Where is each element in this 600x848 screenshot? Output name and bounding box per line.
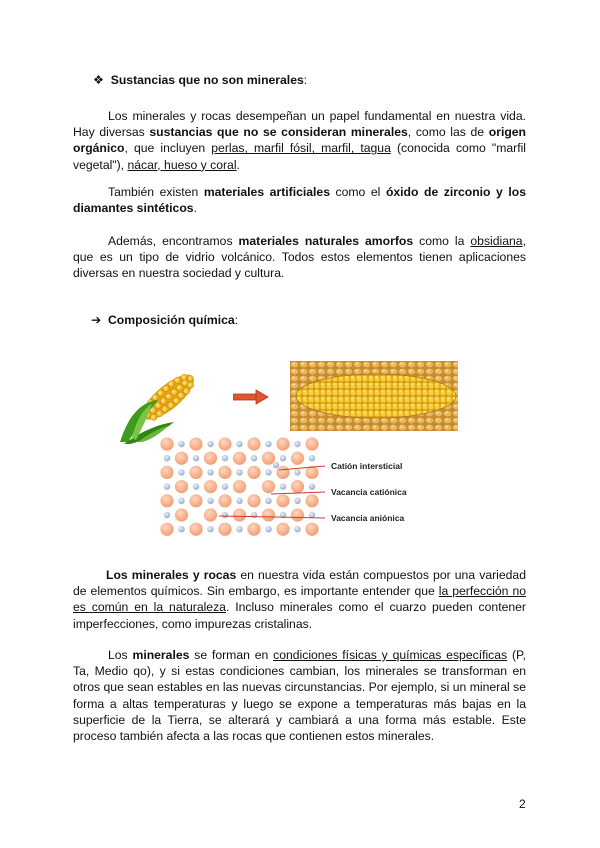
anion-sphere (160, 466, 173, 479)
anion-sphere (233, 480, 246, 493)
cation-sphere (178, 441, 184, 447)
cation-sphere (251, 455, 257, 461)
anion-sphere (305, 494, 318, 507)
cation-sphere (207, 498, 213, 504)
cation-sphere (294, 526, 300, 532)
cation-sphere (236, 498, 242, 504)
corn-kernels-photo (290, 361, 458, 431)
anion-sphere (175, 452, 188, 465)
anion-sphere (189, 523, 202, 536)
cation-sphere (265, 526, 271, 532)
cation-sphere (164, 483, 170, 489)
section-heading-sustancias: ❖ Sustancias que no son minerales: (93, 73, 308, 87)
paragraph-formation: Los minerales se forman en condiciones físicas y químicas específicas (P, Ta, Medio qo), y si estas condiciones cambian, los minerales se transforman en otros que sean estables en las nuevas circunstancias. Por ejemplo, si un mineral se forma a altas temperaturas y luego se expone a temperaturas más bajas en la superficie de la Tierra, se alterará y cambiará a una forma más estable. Este proceso también afecta a las rocas que contienen estos minerales. (73, 648, 526, 744)
anion-sphere (247, 437, 260, 450)
cation-sphere (236, 469, 242, 475)
cation-sphere (265, 441, 271, 447)
anion-sphere (204, 452, 217, 465)
anion-sphere (276, 466, 289, 479)
paragraph-amorphous: Además, encontramos materiales naturales amorfos como la obsidiana, que es un tipo de vidrio volcánico. Todos estos elementos tienen aplicaciones diversas en nuestra sociedad y cultura. (73, 234, 526, 281)
cation-sphere (280, 455, 286, 461)
anion-sphere (218, 494, 231, 507)
anion-sphere (233, 508, 246, 521)
heading-text: Sustancias que no son minerales (110, 73, 304, 87)
cation-sphere (294, 469, 300, 475)
anion-sphere (276, 437, 289, 450)
interstitial-cation-sphere (273, 462, 279, 468)
heading-text: Composición química (108, 313, 235, 327)
anion-sphere (262, 452, 275, 465)
arrow-bullet-icon: ➔ (91, 313, 102, 327)
cation-sphere (236, 441, 242, 447)
section-heading-composicion: ➔ Composición química: (91, 313, 239, 327)
anion-sphere (218, 466, 231, 479)
cation-sphere (164, 512, 170, 518)
cation-sphere (280, 483, 286, 489)
right-arrow-icon (233, 389, 269, 405)
page-number: 2 (519, 797, 526, 811)
paragraph-organic: Los minerales y rocas desempeñan un papel fundamental en nuestra vida. Hay diversas sustancias que no se consideran minerales, como las de origen orgánico, que incluyen perlas, marfil fósil, marfil, tagua (conocida como "marfil vegetal"), nácar, hueso y coral. (73, 109, 526, 172)
anion-sphere (175, 508, 188, 521)
cation-sphere (309, 483, 315, 489)
crystal-defects-diagram (159, 436, 425, 544)
anion-sphere (247, 523, 260, 536)
anion-sphere (175, 480, 188, 493)
cation-sphere (178, 526, 184, 532)
cation-sphere (236, 526, 242, 532)
cation-sphere (193, 455, 199, 461)
cation-sphere (294, 441, 300, 447)
anion-sphere (218, 523, 231, 536)
label-cation-vacancy: Vacancia catiónica (331, 487, 407, 497)
anion-sphere (247, 494, 260, 507)
anion-sphere (276, 523, 289, 536)
cation-sphere (207, 441, 213, 447)
corn-cob-illustration (118, 362, 210, 444)
anion-sphere (189, 437, 202, 450)
cation-sphere (222, 455, 228, 461)
anion-sphere (189, 466, 202, 479)
cation-sphere (193, 483, 199, 489)
cation-sphere (251, 512, 257, 518)
cation-sphere (309, 455, 315, 461)
cation-sphere (164, 455, 170, 461)
cation-sphere (265, 498, 271, 504)
paragraph-artificial: También existen materiales artificiales como el óxido de zirconio y los diamantes sintéticos. (73, 185, 527, 216)
cation-sphere (265, 469, 271, 475)
anion-sphere (262, 508, 275, 521)
anion-sphere (189, 494, 202, 507)
anion-sphere (276, 494, 289, 507)
cation-sphere (178, 469, 184, 475)
anion-sphere (291, 480, 304, 493)
anion-sphere (204, 508, 217, 521)
anion-sphere (233, 452, 246, 465)
paragraph-composition: Los minerales y rocas en nuestra vida están compuestos por una variedad de elementos químicos. Sin embargo, es importante entender que la perfección no es común en la naturaleza. Incluso minerales como el cuarzo pueden contener imperfecciones, como impurezas cristalinas. (73, 568, 526, 631)
anion-sphere (160, 437, 173, 450)
anion-sphere (160, 523, 173, 536)
anion-sphere (262, 480, 275, 493)
anion-sphere (291, 452, 304, 465)
cation-sphere (178, 498, 184, 504)
anion-sphere (305, 437, 318, 450)
cation-sphere (207, 469, 213, 475)
cation-sphere (207, 526, 213, 532)
anion-sphere (204, 480, 217, 493)
cation-sphere (222, 512, 228, 518)
cation-sphere (222, 483, 228, 489)
anion-sphere (160, 494, 173, 507)
anion-sphere (291, 508, 304, 521)
cation-sphere (294, 498, 300, 504)
label-cation-interstitial: Catión intersticial (331, 461, 403, 471)
label-anion-vacancy: Vacancia aniónica (331, 513, 405, 523)
anion-sphere (218, 437, 231, 450)
anion-sphere (247, 466, 260, 479)
diamond-bullet-icon: ❖ (93, 73, 104, 87)
anion-sphere (305, 523, 318, 536)
